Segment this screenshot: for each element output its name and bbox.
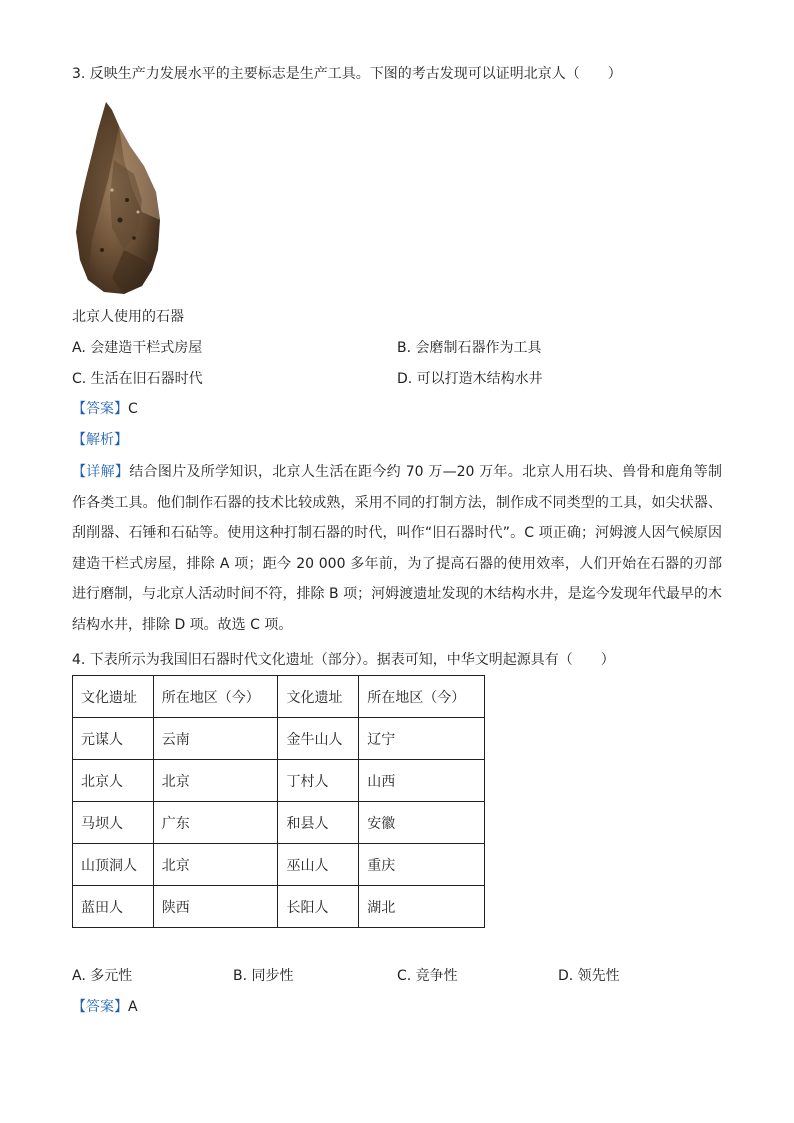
table-cell: 巫山人 [278,844,359,886]
q3-option-a: A. 会建造干栏式房屋 [72,340,203,356]
table-cell: 重庆 [359,844,485,886]
sites-table [72,675,485,928]
table-cell: 陕西 [153,886,278,928]
table-cell: 辽宁 [359,718,485,760]
table-cell: 湖北 [359,886,485,928]
q3-analysis-label: 【解析】 [72,432,128,448]
table-cell: 广东 [153,802,278,844]
q3-option-c: C. 生活在旧石器时代 [72,371,203,387]
q4-option-d: D. 领先性 [558,968,620,984]
q3-answer [72,399,138,419]
answer-value: C [128,401,138,417]
header-cell: 文化遗址 [73,676,154,718]
table-cell: 北京 [153,760,278,802]
table-cell: 蓝田人 [73,886,154,928]
table-cell: 元谋人 [73,718,154,760]
table-cell: 和县人 [278,802,359,844]
table-row [73,886,485,928]
header-cell: 所在地区（今） [359,676,485,718]
q3-option-b: B. 会磨制石器作为工具 [397,340,542,356]
q4-option-c: C. 竞争性 [397,968,458,984]
table-cell: 马坝人 [73,802,154,844]
answer-label: 【答案】 [72,401,128,417]
table-cell: 山西 [359,760,485,802]
q3-option-d: D. 可以打造木结构水井 [397,371,543,387]
question-3-stem: 3. 反映生产力发展水平的主要标志是生产工具。下图的考古发现可以证明北京人（ ） [72,66,622,82]
table-cell: 北京 [153,844,278,886]
q3-detail-paragraph [72,457,722,640]
stone-tool-image [72,100,167,296]
answer-label: 【答案】 [72,999,128,1015]
table-cell: 云南 [153,718,278,760]
header-cell: 文化遗址 [278,676,359,718]
answer-value: A [128,999,138,1015]
image-caption: 北京人使用的石器 [72,309,184,325]
header-cell: 所在地区（今） [153,676,278,718]
table-row [73,844,485,886]
detail-text: 结合图片及所学知识，北京人生活在距今约 70 万—20 万年。北京人用石块、兽骨和鹿角等制作各类工具。他们制作石器的技术比较成熟，采用不同的打制方法，制作成不同类型的工具，如尖状器、刮削器、石锤和石砧等。使用这种打制石器的时代，叫作“旧石器时代”。C 项正确；河姆渡人因气候原因建造干栏式房屋，排除 A 项；距今 20 000 多年前，为了提高石器的使用效率，人们开始在石器的刃部进行磨制，与北京人活动时间不符，排除 B 项；河姆渡遗址发现的木结构水井，是迄今发现年代最早的木结构水井，排除 D 项。故选 C 项。 [72,464,723,633]
table-cell: 山顶洞人 [73,844,154,886]
table-cell: 金牛山人 [278,718,359,760]
table-row [73,802,485,844]
table-cell: 长阳人 [278,886,359,928]
detail-label: 【详解】 [72,464,130,480]
q4-option-a: A. 多元性 [72,968,133,984]
table-row [73,718,485,760]
table-cell: 丁村人 [278,760,359,802]
table-cell: 北京人 [73,760,154,802]
q4-answer [72,997,138,1017]
table-cell: 安徽 [359,802,485,844]
question-4-stem: 4. 下表所示为我国旧石器时代文化遗址（部分）。据表可知，中华文明起源具有（ ） [72,652,615,668]
table-row [73,760,485,802]
table-header-row [73,676,485,718]
q4-option-b: B. 同步性 [233,968,294,984]
